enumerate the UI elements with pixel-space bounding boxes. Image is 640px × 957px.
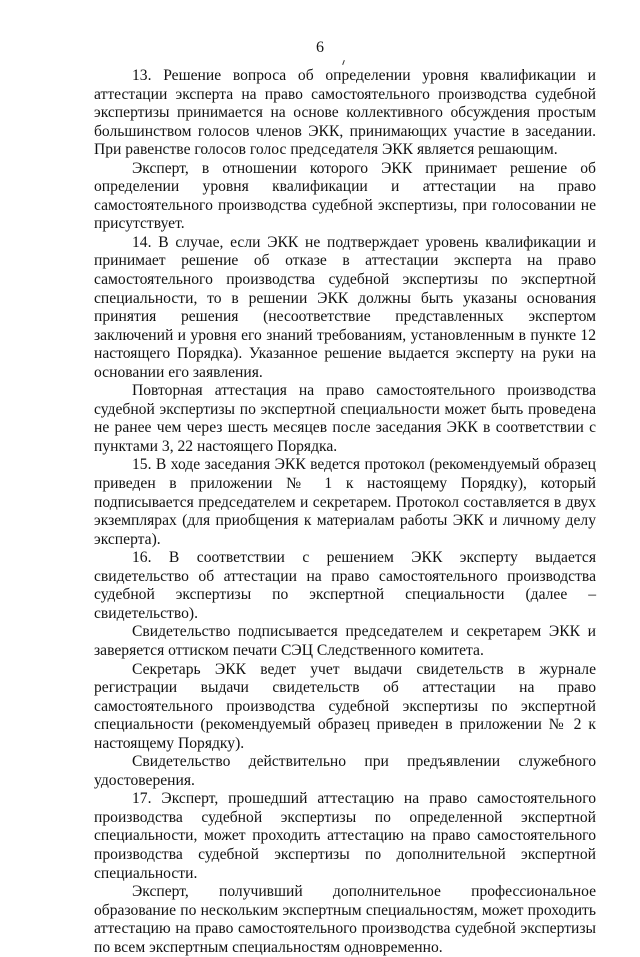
paragraph-14: 14. В случае, если ЭКК не подтверждает уровень квалификации и принимает решение об отказе в аттестации эксперта на право самостоятельного производства судебной экспертизы по экспертной специальности, то в решении ЭКК должны быть указаны основания принятия решения (несоответствие представленных экспертом заключений и уровня его знаний требованиям, установленным в пункте 12 настоящего Порядка). Указанное решение выдается эксперту на руки на основании его заявления. — [94, 233, 596, 381]
paragraph-16: 16. В соответствии с решением ЭКК эксперту выдается свидетельство об аттестации на право самостоятельного производства судебной экспертизы по экспертной специальности (далее – свидетельство). — [94, 549, 596, 622]
document-body — [94, 67, 596, 957]
paragraph-13-expert-not-present: Эксперт, в отношении которого ЭКК принимает решение об определении уровня квалификации и аттестации на право самостоятельного производства судебной экспертизы, при голосовании не присутствует. — [94, 159, 596, 233]
paragraph-16-registry: Секретарь ЭКК ведет учет выдачи свидетельств в журнале регистрации выдачи свидетельств об аттестации на право самостоятельного производства судебной экспертизы по экспертной специальности (рекомендуемый образец приведен в приложении № 2 к настоящему Порядку). — [94, 660, 596, 752]
paragraph-16-signature: Свидетельство подписывается председателем и секретарем ЭКК и заверяется оттиском печати СЭЦ Следственного комитета. — [94, 623, 596, 659]
page-number: 6 — [316, 39, 324, 56]
pen-mark — [342, 60, 345, 65]
paragraph-15: 15. В ходе заседания ЭКК ведется протокол (рекомендуемый образец приведен в приложении № 1 к настоящему Порядку), который подписывается председателем и секретарем. Протокол составляется в двух экземплярах (для приобщения к материалам работы ЭКК и личному делу эксперта). — [94, 456, 596, 548]
paragraph-13: 13. Решение вопроса об определении уровня квалификации и аттестации эксперта на право самостоятельного производства судебной экспертизы принимается на основе коллективного обсуждения простым большинством голосов членов ЭКК, принимающих участие в заседании. При равенстве голосов голос председателя ЭКК является решающим. — [94, 67, 596, 159]
paragraph-17-multiple-specialties: Эксперт, получивший дополнительное профессиональное образование по нескольким экспертным специальностям, может проходить аттестацию на право самостоятельного производства судебной экспертизы по всем экспертным специальностям одновременно. — [94, 883, 596, 956]
paragraph-16-validity: Свидетельство действительно при предъявлении служебного удостоверения. — [94, 753, 596, 789]
paragraph-17: 17. Эксперт, прошедший аттестацию на право самостоятельного производства судебной экспертизы по определенной экспертной специальности, может проходить аттестацию на право самостоятельного производства судебной экспертизы по дополнительной экспертной специальности. — [94, 790, 596, 882]
paragraph-14-repeat-attestation: Повторная аттестация на право самостоятельного производства судебной экспертизы по экспертной специальности может быть проведена не ранее чем через шесть месяцев после заседания ЭКК в соответствии с пунктами 3, 22 настоящего Порядка. — [94, 382, 596, 455]
